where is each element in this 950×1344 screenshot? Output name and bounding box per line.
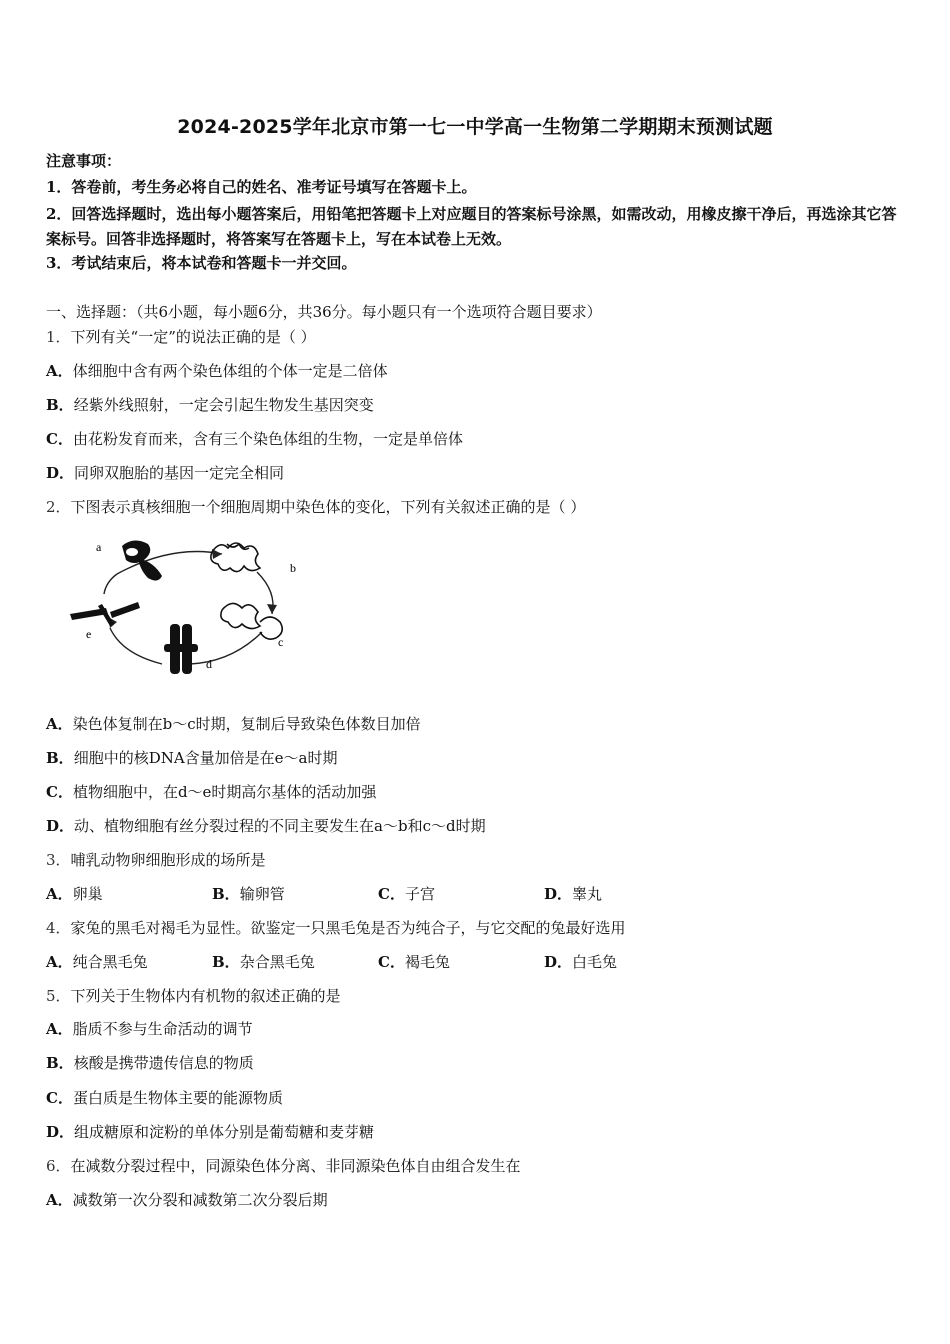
notice-item-1: 1．答卷前，考生务必将自己的姓名、准考证号填写在答题卡上。 [46,178,477,196]
chromosome-a [122,540,162,580]
arrow-icon [267,604,277,614]
question-number: 3． [46,851,71,869]
question-text: 在减数分裂过程中，同源染色体分离、非同源染色体自由组合发生在 [70,1157,521,1175]
diagram-label-e: e [86,627,92,641]
question-5-option-d: D．组成糖原和淀粉的单体分别是葡萄糖和麦芽糖 [46,1123,375,1141]
question-4-options [46,952,710,972]
cycle-arc-left [104,574,117,594]
page-title: 2024-2025学年北京市第一七一中学高一生物第二学期期末预测试题 [177,116,773,138]
question-number: 5． [46,987,71,1005]
question-3-option-b: B．输卵管 [212,885,285,903]
chromosome-e [70,602,140,626]
question-5-option-c: C．蛋白质是生物体主要的能源物质 [46,1089,283,1107]
question-text: 哺乳动物卵细胞形成的场所是 [70,851,266,869]
chromatin-b [211,543,260,572]
cell-cycle-diagram [62,532,332,682]
question-1-option-c: C．由花粉发育而来，含有三个染色体组的生物，一定是单倍体 [46,430,463,448]
question-4-option-d: D．白毛兔 [544,953,618,971]
question-1-option-d: D．同卵双胞胎的基因一定完全相同 [46,464,285,482]
notice-heading: 注意事项： [46,152,122,170]
diagram-label-c: c [278,635,284,649]
question-1-option-a: A．体细胞中含有两个染色体组的个体一定是二倍体 [46,362,388,380]
question-6-option-a: A．减数第一次分裂和减数第二次分裂后期 [46,1191,328,1209]
diagram-label-d: d [206,657,212,671]
notice-item-3: 3．考试结束后，将本试卷和答题卡一并交回。 [46,254,357,272]
section-heading: 一、选择题：（共6小题，每小题6分，共36分。每小题只有一个选项符合题目要求） [46,303,602,321]
question-3-stem [46,850,266,870]
question-text: 家兔的黑毛对褐毛为显性。欲鉴定一只黑毛兔是否为纯合子，与它交配的兔最好选用 [70,919,626,937]
question-4-option-a: A．纯合黑毛兔 [46,953,148,971]
question-5-stem [46,986,341,1006]
question-6-stem [46,1156,521,1176]
question-1-stem [46,327,316,347]
question-4-stem [46,918,626,938]
question-3-option-a: A．卵巢 [46,885,103,903]
question-3-options [46,884,710,904]
question-text: 下列有关“一定”的说法正确的是（ ） [70,328,316,346]
cycle-arc-bottom-left [110,628,162,664]
question-3-option-c: C．子宫 [378,885,435,903]
question-2-option-b: B．细胞中的核DNA含量加倍是在e～a时期 [46,749,338,767]
question-2-stem [46,497,585,517]
question-number: 1． [46,328,71,346]
question-text: 下图表示真核细胞一个细胞周期中染色体的变化，下列有关叙述正确的是（ ） [70,498,586,516]
question-5-option-b: B．核酸是携带遗传信息的物质 [46,1054,254,1072]
question-number: 4． [46,919,71,937]
question-2-option-c: C．植物细胞中，在d～e时期高尔基体的活动加强 [46,783,377,801]
cycle-arc-bottom-right [190,632,262,664]
question-3-option-d: D．睾丸 [544,885,603,903]
question-2-option-a: A．染色体复制在b～c时期，复制后导致染色体数目加倍 [46,715,421,733]
question-2-option-d: D．动、植物细胞有丝分裂过程的不同主要发生在a～b和c～d时期 [46,817,486,835]
chromosome-d [164,624,198,674]
question-1-option-b: B．经紫外线照射，一定会引起生物发生基因突变 [46,396,374,414]
question-4-option-b: B．杂合黑毛兔 [212,953,315,971]
question-text: 下列关于生物体内有机物的叙述正确的是 [70,987,341,1005]
question-4-option-c: C．褐毛兔 [378,953,450,971]
diagram-label-b: b [290,561,296,575]
notice-item-2: 2．回答选择题时，选出每小题答案后，用铅笔把答题卡上对应题目的答案标号涂黑，如需改动，用橡皮擦干净后，再选涂其它答案标号。回答非选择题时，将答案写在答题卡上，写在本试卷上无效。 [46,205,897,248]
diagram-label-a: a [96,540,102,554]
question-number: 2． [46,498,71,516]
question-5-option-a: A．脂质不参与生命活动的调节 [46,1020,253,1038]
question-number: 6． [46,1157,71,1175]
